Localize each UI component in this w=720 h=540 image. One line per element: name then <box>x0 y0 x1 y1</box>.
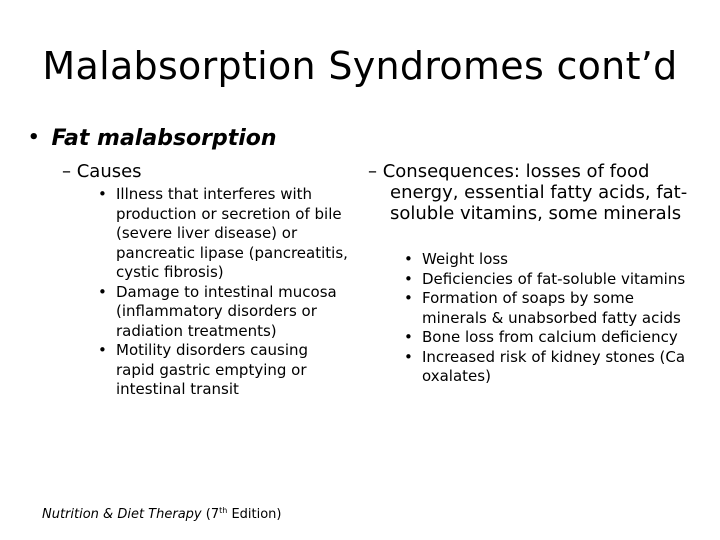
causes-list <box>98 185 348 400</box>
consequences-heading: – Consequences: losses of food energy, essential fatty acids, fat-soluble vitamins, some minerals <box>368 161 688 224</box>
edition-open: (7 <box>201 507 220 522</box>
list-item: • Increased risk of kidney stones (Ca oxalates) <box>404 348 694 387</box>
consequences-list <box>404 250 694 387</box>
list-item: • Motility disorders causing rapid gastric emptying or intestinal transit <box>98 341 348 400</box>
edition-sup: th <box>219 506 228 515</box>
edition-close: Edition) <box>227 507 282 522</box>
footer-citation <box>42 506 282 522</box>
book-title: Nutrition & Diet Therapy <box>42 507 202 522</box>
bullet-dot: • <box>28 127 40 148</box>
list-item: • Weight loss <box>404 250 694 270</box>
list-item: • Formation of soaps by some minerals & unabsorbed fatty acids <box>404 289 694 328</box>
main-bullet <box>28 126 277 151</box>
causes-heading: – Causes <box>62 161 142 182</box>
list-item: • Damage to intestinal mucosa (inflammatory disorders or radiation treatments) <box>98 283 348 342</box>
list-item: • Bone loss from calcium deficiency <box>404 328 694 348</box>
main-bullet-label: Fat malabsorption <box>51 126 277 151</box>
slide-title: Malabsorption Syndromes cont’d <box>42 44 678 88</box>
list-item: • Deficiencies of fat-soluble vitamins <box>404 270 694 290</box>
list-item: • Illness that interferes with production or secretion of bile (severe liver disease) or pancreatic lipase (pancreatitis, cystic fibrosis) <box>98 185 348 283</box>
